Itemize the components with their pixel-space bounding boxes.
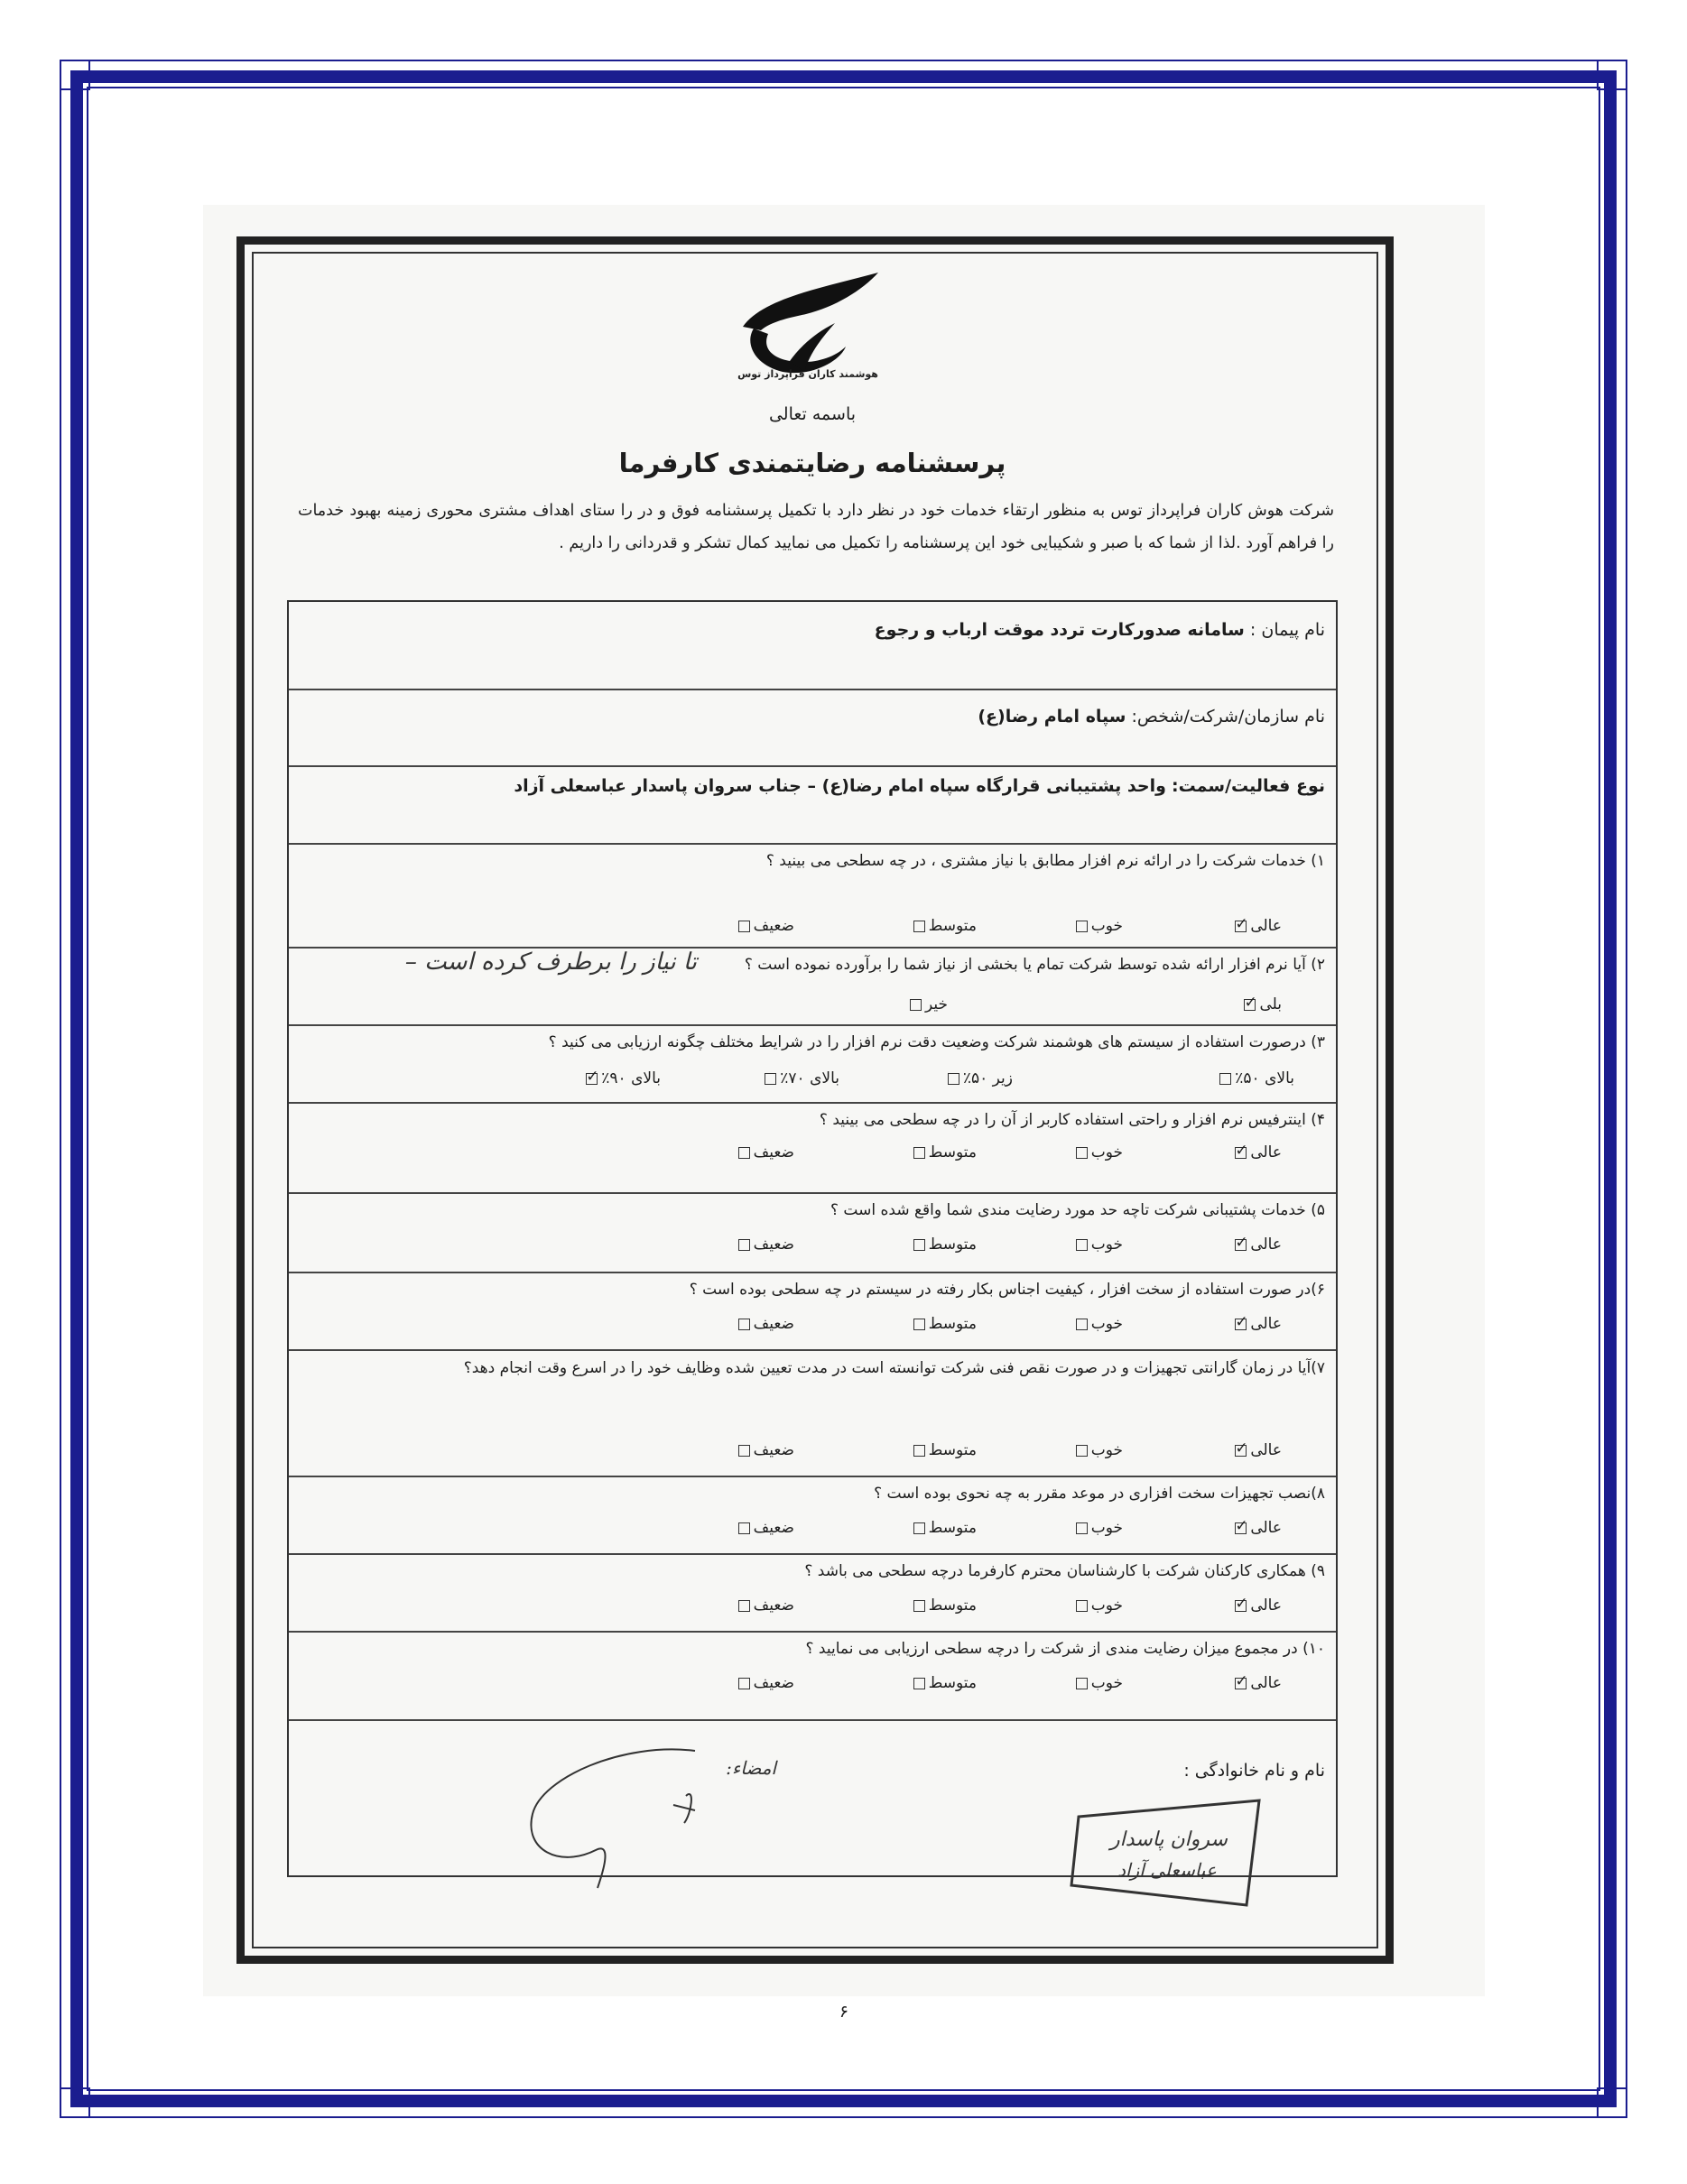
q3-checkbox-above-50[interactable] <box>1219 1073 1231 1085</box>
q8-option-average[interactable]: متوسط <box>910 1519 977 1537</box>
q4-checkbox-average[interactable] <box>913 1147 925 1159</box>
q1-option-average[interactable]: متوسط <box>910 917 977 935</box>
activity-label: نوع فعالیت/سمت: <box>1171 776 1325 796</box>
q4-checkbox-weak[interactable] <box>738 1147 750 1159</box>
name-field-label: نام و نام خانوادگی : <box>1183 1761 1325 1781</box>
intro-paragraph: شرکت هوش کاران فراپرداز توس به منظور ارتقاء خدمات خود در نظر دارد با تکمیل پرسشنامه فوق و در را ستای اهداف مشتری محوری زمینه بهبود خدمات را فراهم آورد .لذا از شما که با صبر و شکیبایی خود این پرسشنامه را تکمیل می نمایید کمال تشکر و قدردانی را داریم . <box>298 502 1334 552</box>
q5-checkbox-average[interactable] <box>913 1239 925 1251</box>
q4-option-good[interactable]: خوب <box>1072 1143 1123 1161</box>
q4-option-weak[interactable]: ضعیف <box>735 1143 794 1161</box>
q1-checkbox-weak[interactable] <box>738 921 750 932</box>
border-corner-bottom-right <box>1597 2087 1627 2118</box>
question-5: ۵) خدمات پشتیبانی شرکت تاچه حد مورد رضایت مندی شما واقع شده است ؟ <box>830 1201 1325 1219</box>
organization-value: سپاه امام رضا(ع) <box>978 707 1126 726</box>
q6-option-excellent[interactable]: عالی✓ <box>1231 1315 1282 1333</box>
q4-option-excellent[interactable]: عالی✓ <box>1231 1143 1282 1161</box>
q8-option-excellent[interactable]: عالی✓ <box>1231 1519 1282 1537</box>
organization-label: نام سازمان/شرکت/شخص: <box>1131 707 1325 726</box>
question-row-4 <box>289 1104 1336 1194</box>
q2-checkbox-yes[interactable] <box>1244 999 1256 1011</box>
stamp-text-line2: عباسعلی آزاد <box>1117 1859 1217 1881</box>
q1-checkbox-excellent[interactable] <box>1235 921 1247 932</box>
q5-checkbox-excellent[interactable] <box>1235 1239 1247 1251</box>
q3-option-above-70[interactable]: بالای ۷۰٪ <box>761 1069 839 1087</box>
page-number: ۶ <box>839 2002 849 2022</box>
q1-option-good[interactable]: خوب <box>1072 917 1123 935</box>
q9-option-excellent[interactable]: عالی✓ <box>1231 1596 1282 1615</box>
q8-option-weak[interactable]: ضعیف <box>735 1519 794 1537</box>
q4-checkbox-excellent[interactable] <box>1235 1147 1247 1159</box>
page-title: پرسشنامه رضایتمندی کارفرما <box>618 448 1006 478</box>
q7-checkbox-weak[interactable] <box>738 1445 750 1457</box>
question-7: ۷)آیا در زمان گارانتی تجهیزات و در صورت نقص فنی شرکت توانسته است در مدت تعیین شده وظایف خود را در اسرع وقت انجام دهد؟ <box>463 1359 1325 1377</box>
q8-checkbox-excellent[interactable] <box>1235 1522 1247 1534</box>
q3-option-above-50[interactable]: بالای ۵۰٪ <box>1216 1069 1294 1087</box>
q2-option-no[interactable]: خیر <box>906 995 948 1013</box>
question-9: ۹) همکاری کارکنان شرکت با کارشناسان محترم کارفرما درچه سطحی می باشد ؟ <box>804 1562 1325 1580</box>
q4-checkbox-good[interactable] <box>1076 1147 1088 1159</box>
q7-checkbox-good[interactable] <box>1076 1445 1088 1457</box>
q7-option-weak[interactable]: ضعیف <box>735 1441 794 1459</box>
question-10: ۱۰) در مجموع میزان رضایت مندی از شرکت را درچه سطحی ارزیابی می نمایید ؟ <box>805 1640 1325 1658</box>
question-row-6 <box>289 1273 1336 1351</box>
contract-value: سامانه صدورکارت تردد موقت ارباب و رجوع <box>874 620 1245 640</box>
question-3: ۳) درصورت استفاده از سیستم های هوشمند شرکت وضعیت دقت نرم افزار را در شرایط مختلف چگونه ارزیابی می کنید ؟ <box>548 1033 1325 1051</box>
activity-row <box>289 767 1336 845</box>
question-row-1 <box>289 845 1336 949</box>
q3-checkbox-above-90[interactable] <box>586 1073 598 1085</box>
q1-checkbox-average[interactable] <box>913 921 925 932</box>
q9-checkbox-average[interactable] <box>913 1600 925 1612</box>
q9-option-good[interactable]: خوب <box>1072 1596 1123 1615</box>
q10-option-average[interactable]: متوسط <box>910 1674 977 1692</box>
q2-checkbox-no[interactable] <box>910 999 922 1011</box>
q10-checkbox-average[interactable] <box>913 1678 925 1689</box>
organization-row <box>289 690 1336 767</box>
stamp-text-line1: سروان پاسدار <box>1109 1828 1228 1851</box>
contract-row <box>289 602 1336 690</box>
q6-checkbox-weak[interactable] <box>738 1319 750 1330</box>
q10-checkbox-excellent[interactable] <box>1235 1678 1247 1689</box>
question-2: ۲) آیا نرم افزار ارائه شده توسط شرکت تمام یا بخشی از نیاز شما را برآورده نموده است ؟ <box>744 956 1325 974</box>
organization-field <box>978 707 1325 726</box>
q6-option-weak[interactable]: ضعیف <box>735 1315 794 1333</box>
contract-label: نام پیمان : <box>1249 620 1325 640</box>
q8-checkbox-weak[interactable] <box>738 1522 750 1534</box>
q9-option-average[interactable]: متوسط <box>910 1596 977 1615</box>
activity-value: واحد پشتیبانی قرارگاه سپاه امام رضا(ع) – جناب سروان پاسدار عباسعلی آزاد <box>514 776 1166 796</box>
q10-checkbox-weak[interactable] <box>738 1678 750 1689</box>
q1-option-weak[interactable]: ضعیف <box>735 917 794 935</box>
activity-field <box>514 776 1325 796</box>
q4-option-average[interactable]: متوسط <box>910 1143 977 1161</box>
questionnaire-table <box>287 600 1338 1877</box>
q9-option-weak[interactable]: ضعیف <box>735 1596 794 1615</box>
q3-option-below-50[interactable]: زیر ۵۰٪ <box>944 1069 1013 1087</box>
question-4: ۴) اینترفیس نرم افزار و راحتی استفاده کاربر از آن را در چه سطحی می بینید ؟ <box>819 1111 1325 1129</box>
question-row-3 <box>289 1026 1336 1104</box>
q3-option-above-90[interactable]: بالای ۹۰٪✓ <box>582 1069 661 1087</box>
q6-checkbox-average[interactable] <box>913 1319 925 1330</box>
q6-option-average[interactable]: متوسط <box>910 1315 977 1333</box>
q2-handwritten-note: تا نیاز را برطرف کرده است – <box>404 949 697 976</box>
q1-option-excellent[interactable]: عالی✓ <box>1231 917 1282 935</box>
border-corner-top-right <box>1597 60 1627 90</box>
q9-checkbox-good[interactable] <box>1076 1600 1088 1612</box>
q5-option-weak[interactable]: ضعیف <box>735 1235 794 1254</box>
question-row-9 <box>289 1555 1336 1633</box>
q6-checkbox-excellent[interactable] <box>1235 1319 1247 1330</box>
q10-option-excellent[interactable]: عالی✓ <box>1231 1674 1282 1692</box>
question-row-5 <box>289 1194 1336 1273</box>
bismillah: باسمه تعالی <box>768 404 857 424</box>
q7-option-excellent[interactable]: عالی✓ <box>1231 1441 1282 1459</box>
q5-option-average[interactable]: متوسط <box>910 1235 977 1254</box>
q7-checkbox-excellent[interactable] <box>1235 1445 1247 1457</box>
q3-checkbox-above-70[interactable] <box>765 1073 776 1085</box>
q6-option-good[interactable]: خوب <box>1072 1315 1123 1333</box>
question-row-10 <box>289 1633 1336 1721</box>
sign-label: امضاء: <box>726 1757 776 1779</box>
q9-checkbox-weak[interactable] <box>738 1600 750 1612</box>
q5-option-excellent[interactable]: عالی✓ <box>1231 1235 1282 1254</box>
q8-checkbox-average[interactable] <box>913 1522 925 1534</box>
question-row-2 <box>289 949 1336 1026</box>
q5-option-good[interactable]: خوب <box>1072 1235 1123 1254</box>
q1-checkbox-good[interactable] <box>1076 921 1088 932</box>
q8-checkbox-good[interactable] <box>1076 1522 1088 1534</box>
question-row-8 <box>289 1477 1336 1555</box>
logo-caption: هوشمند کاران فراپرداز توس <box>737 368 878 380</box>
border-corner-top-left <box>60 60 90 90</box>
border-corner-bottom-left <box>60 2087 90 2118</box>
question-6: ۶)در صورت استفاده از سخت افزار ، کیفیت اجناس بکار رفته در سیستم در چه سطحی بوده است ؟ <box>689 1281 1325 1299</box>
question-row-7 <box>289 1351 1336 1477</box>
question-8: ۸)نصب تجهیزات سخت افزاری در موعد مقرر به چه نحوی بوده است ؟ <box>874 1485 1325 1503</box>
signature-scribble <box>514 1742 749 1895</box>
official-stamp <box>1070 1791 1268 1909</box>
question-1: ۱) خدمات شرکت را در ارائه نرم افزار مطابق با نیاز مشتری ، در چه سطحی می بینید ؟ <box>765 852 1325 870</box>
q10-option-weak[interactable]: ضعیف <box>735 1674 794 1692</box>
q7-option-good[interactable]: خوب <box>1072 1441 1123 1459</box>
q8-option-good[interactable]: خوب <box>1072 1519 1123 1537</box>
q7-checkbox-average[interactable] <box>913 1445 925 1457</box>
q6-checkbox-good[interactable] <box>1076 1319 1088 1330</box>
q10-checkbox-good[interactable] <box>1076 1678 1088 1689</box>
q9-checkbox-excellent[interactable] <box>1235 1600 1247 1612</box>
q7-option-average[interactable]: متوسط <box>910 1441 977 1459</box>
q5-checkbox-weak[interactable] <box>738 1239 750 1251</box>
q3-checkbox-below-50[interactable] <box>948 1073 959 1085</box>
q10-option-good[interactable]: خوب <box>1072 1674 1123 1692</box>
q2-option-yes[interactable]: بلی✓ <box>1240 995 1282 1013</box>
contract-field <box>875 620 1325 640</box>
q5-checkbox-good[interactable] <box>1076 1239 1088 1251</box>
